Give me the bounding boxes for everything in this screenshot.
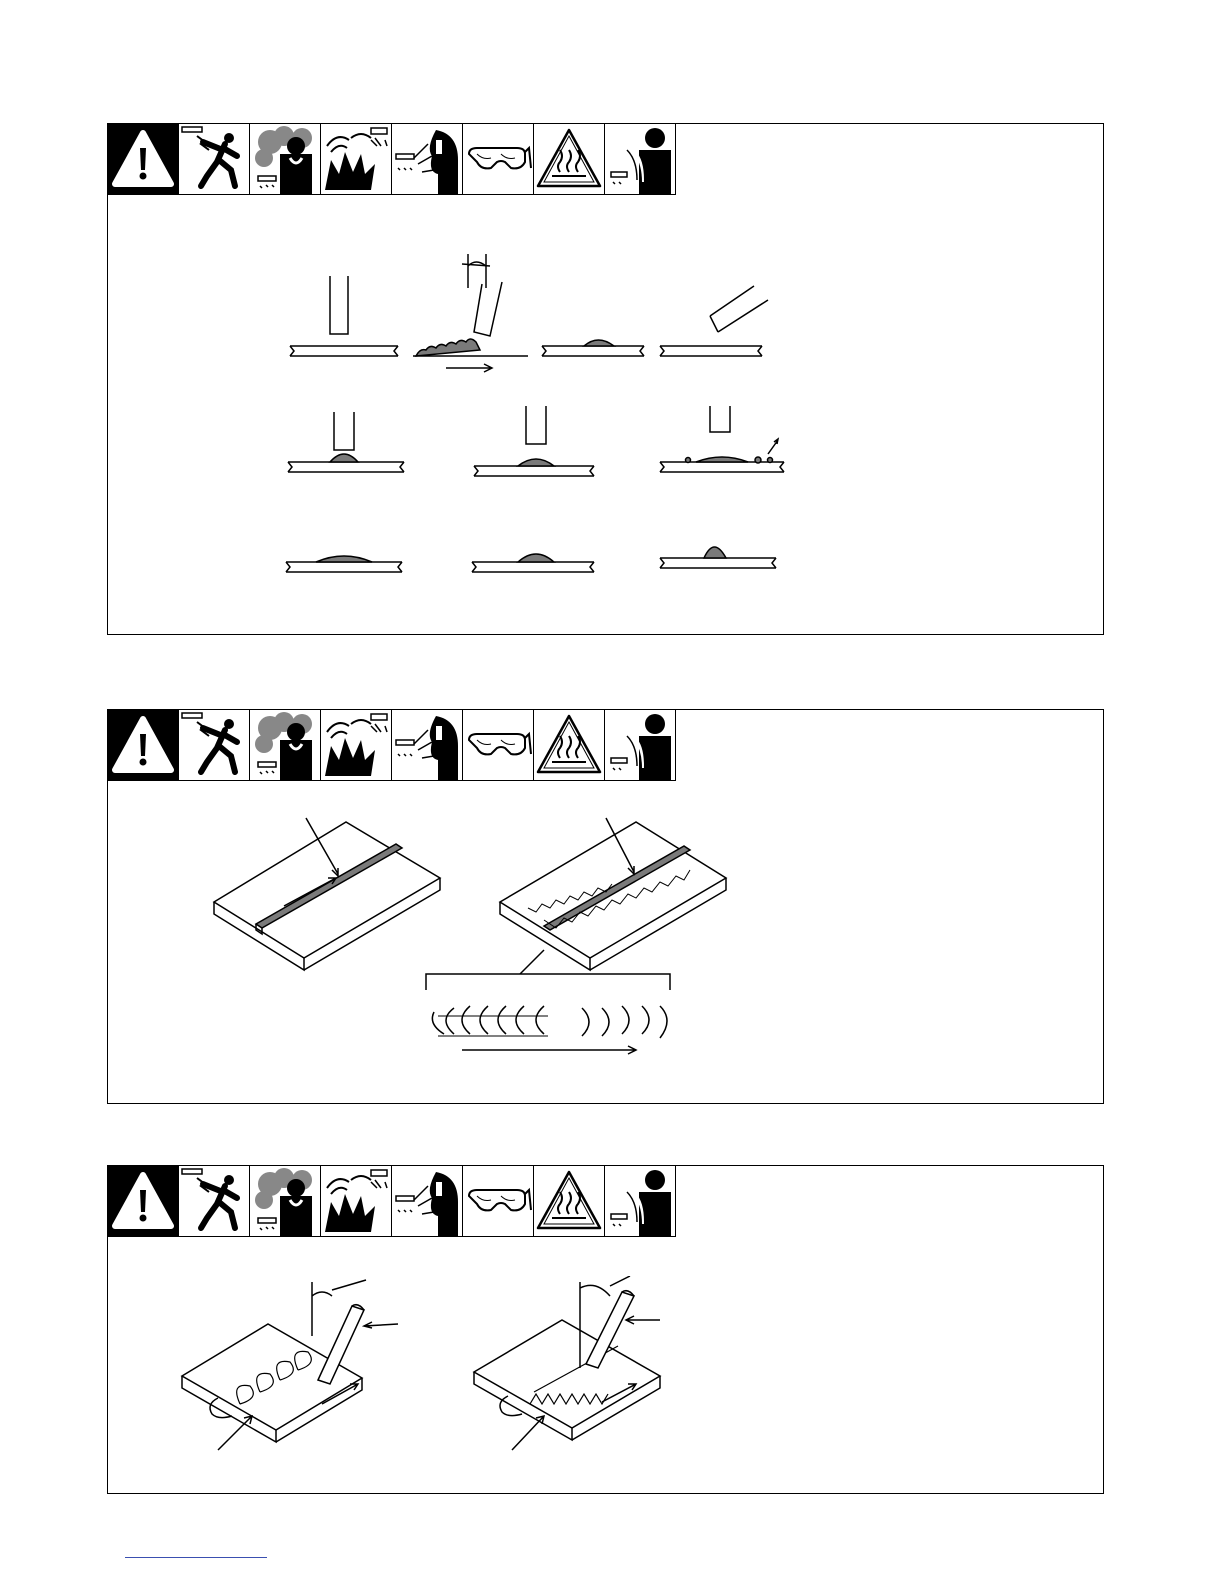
warning-icon bbox=[108, 1166, 179, 1237]
safety-glasses-icon bbox=[463, 1166, 534, 1237]
bead-on-plate-sketch bbox=[542, 340, 644, 356]
weave-bead-plate bbox=[500, 818, 726, 970]
arc-length-short-sketch bbox=[288, 412, 404, 472]
arc-rays-explosion-icon bbox=[321, 1166, 392, 1237]
butt-weld-sketch bbox=[182, 1280, 398, 1450]
speed-slow-sketch bbox=[286, 556, 402, 572]
warning-icon bbox=[108, 710, 179, 781]
hot-surface-icon bbox=[534, 710, 605, 781]
hot-surface-icon bbox=[534, 1166, 605, 1237]
fumes-icon bbox=[250, 710, 321, 781]
welding-helmet-icon bbox=[392, 124, 463, 195]
fumes-icon bbox=[250, 124, 321, 195]
electric-shock-icon bbox=[179, 710, 250, 781]
electrode-start-sketch bbox=[290, 276, 398, 356]
spatter-protective-gear-icon bbox=[605, 710, 676, 781]
safety-icon-strip bbox=[108, 710, 676, 781]
weave-motion-sketch bbox=[426, 950, 670, 1054]
bead-examples-panel bbox=[107, 123, 1104, 635]
positioning-panel bbox=[107, 1165, 1104, 1494]
safety-glasses-icon bbox=[463, 124, 534, 195]
spatter-protective-gear-icon bbox=[605, 1166, 676, 1237]
electric-shock-icon bbox=[179, 1166, 250, 1237]
arc-length-long-sketch bbox=[660, 406, 784, 472]
arc-rays-explosion-icon bbox=[321, 124, 392, 195]
spatter-protective-gear-icon bbox=[605, 124, 676, 195]
warning-icon bbox=[108, 124, 179, 195]
positioning-diagram bbox=[178, 1276, 798, 1476]
safety-glasses-icon bbox=[463, 710, 534, 781]
arc-length-normal-sketch bbox=[474, 406, 594, 476]
bead-diagram bbox=[278, 244, 838, 584]
welding-helmet-icon bbox=[392, 710, 463, 781]
weave-diagram bbox=[208, 810, 848, 1070]
arc-rays-explosion-icon bbox=[321, 710, 392, 781]
safety-icon-strip bbox=[108, 1166, 676, 1237]
fumes-icon bbox=[250, 1166, 321, 1237]
welding-helmet-icon bbox=[392, 1166, 463, 1237]
fillet-weld-sketch bbox=[474, 1276, 660, 1450]
hot-surface-icon bbox=[534, 124, 605, 195]
weave-patterns-panel bbox=[107, 709, 1104, 1104]
speed-fast-sketch bbox=[660, 547, 776, 568]
safety-icon-strip bbox=[108, 124, 676, 195]
electrode-angle-sketch bbox=[413, 254, 528, 372]
stringer-bead-plate bbox=[214, 818, 440, 970]
electric-shock-icon bbox=[179, 124, 250, 195]
footer-rule bbox=[125, 1557, 267, 1558]
speed-normal-sketch bbox=[472, 554, 594, 572]
electrode-withdraw-sketch bbox=[660, 286, 768, 356]
